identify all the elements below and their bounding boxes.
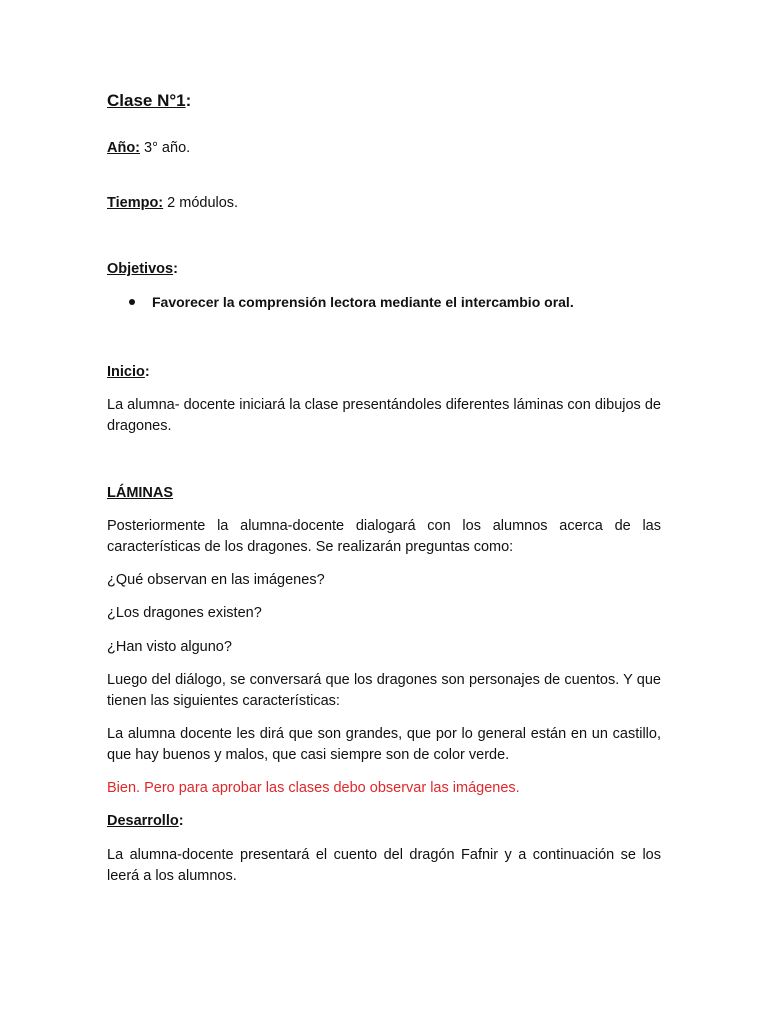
page-title <box>107 91 191 111</box>
page-title-label: Clase N°1 <box>107 91 186 110</box>
laminas-heading-label: LÁMINAS <box>107 485 174 501</box>
bullet-icon <box>129 299 135 305</box>
tiempo-value: 2 módulos. <box>163 195 239 211</box>
desarrollo-heading <box>107 811 184 831</box>
page-title-suffix: : <box>185 91 192 110</box>
anio-value: 3° año. <box>140 140 191 156</box>
anio-label: Año: <box>107 140 141 156</box>
inicio-heading-suffix: : <box>144 364 150 380</box>
tiempo-line <box>107 193 238 213</box>
tiempo-label: Tiempo: <box>107 195 164 211</box>
desarrollo-heading-suffix: : <box>178 813 184 829</box>
desarrollo-text: La alumna-docente presentará el cuento del dragón Fafnir y a continuación se los leerá a los alumnos. <box>107 847 661 884</box>
question-item: ¿Han visto alguno? <box>107 639 232 655</box>
laminas-heading <box>107 483 173 503</box>
question-item: ¿Qué observan en las imágenes? <box>107 572 325 588</box>
objetivos-heading <box>107 259 178 279</box>
document-page <box>107 0 661 1024</box>
inicio-heading <box>107 362 150 382</box>
anio-line <box>107 138 190 158</box>
after-dialog-text: Luego del diálogo, se conversará que los dragones son personajes de cuentos. Y que tienen las siguientes características: <box>107 672 661 709</box>
objetivos-heading-suffix: : <box>173 261 178 277</box>
laminas-intro: Posteriormente la alumna-docente dialogará con los alumnos acerca de las características de los dragones. Se realizarán preguntas como: <box>107 518 661 555</box>
desarrollo-heading-label: Desarrollo <box>107 813 179 829</box>
objetivo-item-text: Favorecer la comprensión lectora mediante el intercambio oral. <box>152 294 574 310</box>
inicio-heading-label: Inicio <box>107 364 145 380</box>
objetivo-item <box>129 294 574 310</box>
characteristics-text: La alumna docente les dirá que son grandes, que por lo general están en un castillo, que hay buenos y malos, que casi siempre son de color verde. <box>107 726 661 763</box>
question-item: ¿Los dragones existen? <box>107 605 262 621</box>
inicio-text: La alumna- docente iniciará la clase presentándoles diferentes láminas con dibujos de dragones. <box>107 397 661 434</box>
teacher-correction: Bien. Pero para aprobar las clases debo observar las imágenes. <box>107 780 520 796</box>
objetivos-heading-label: Objetivos <box>107 261 174 277</box>
